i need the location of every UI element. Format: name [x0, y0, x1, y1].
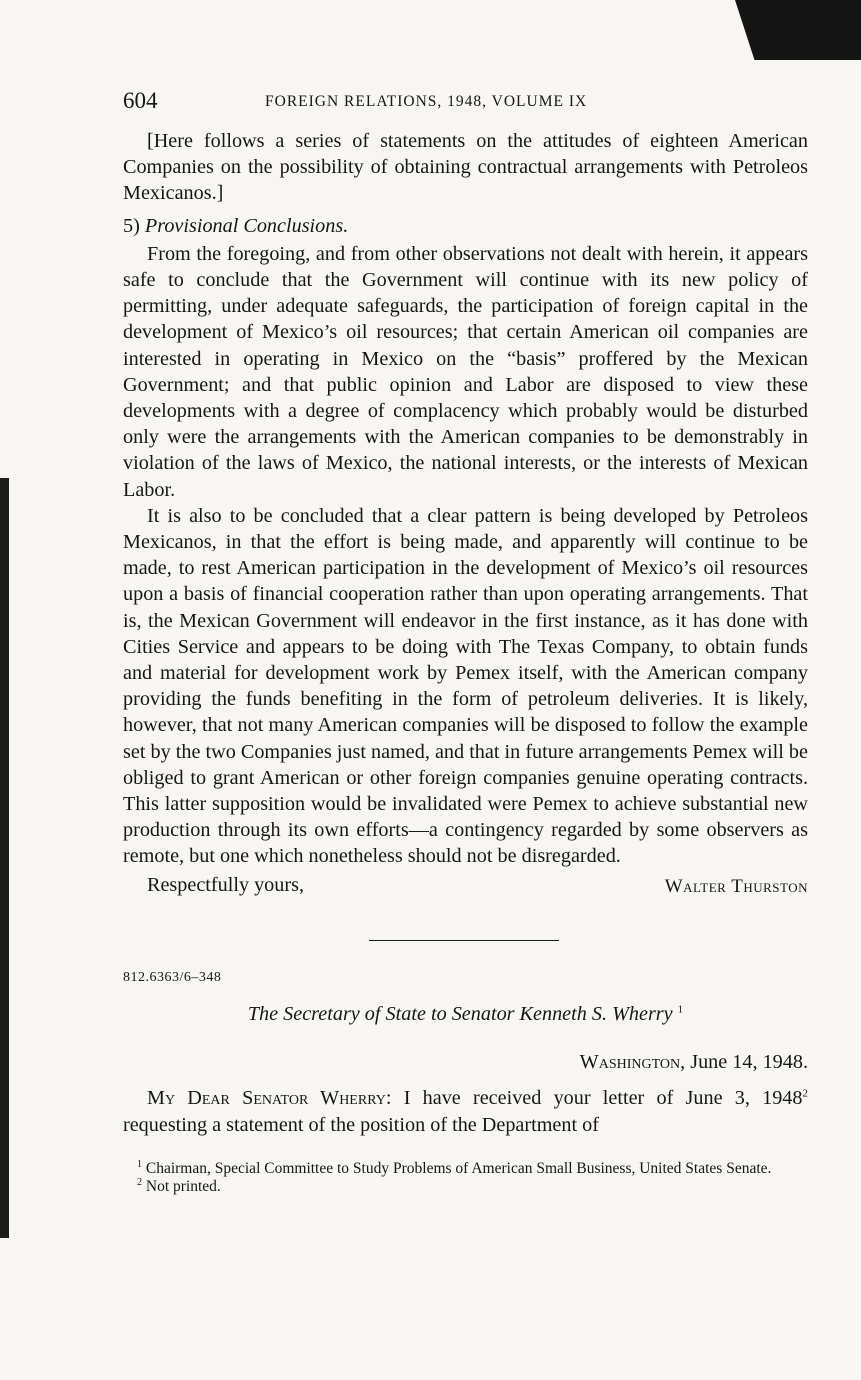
footnote-1-text: Chairman, Special Committee to Study Problems of American Small Business, United States Senate.: [145, 1159, 772, 1177]
section-number: 5): [123, 214, 140, 237]
footnote-2-text: Not printed.: [145, 1177, 221, 1195]
footnote-ref-1: 1: [677, 1003, 684, 1016]
paragraph-1: From the foregoing, and from other observations not dealt with herein, it appears safe to conclude that the Government will continue with its new policy of permitting, under adequate safeguards, the participation of foreign capital in the development of Mexico’s oil resources; that certain American oil companies are interested in operating in Mexico on the “basis” proffered by the Mexican Government; and that public opinion and Labor are disposed to view these developments with a degree of complacency which probably would be disturbed only were the arrangements with the American companies to be demonstrably in violation of the laws of Mexico, the national interests, or the interests of Mexican Labor.: [123, 242, 808, 501]
page-number: 604: [123, 88, 158, 113]
letter-body-part1: : I have received your letter of June 3, 1948: [385, 1087, 803, 1110]
closing-salutation: Respectfully yours,: [147, 873, 304, 896]
document-title: [123, 1001, 808, 1027]
footnote-1-marker: 1: [137, 1158, 142, 1170]
letter-closing: [123, 874, 808, 902]
footnote-ref-2: 2: [802, 1087, 808, 1100]
footnote-2-marker: 2: [137, 1176, 142, 1188]
running-title: FOREIGN RELATIONS, 1948, VOLUME IX: [265, 93, 588, 110]
section-title: Provisional Conclusions.: [144, 214, 349, 237]
section-divider: [369, 940, 559, 941]
footnote-2: [123, 1178, 808, 1196]
dateline: [123, 1049, 808, 1075]
letter-opening: [123, 1085, 808, 1137]
dateline-place: Washington: [579, 1051, 681, 1074]
paragraph-2: It is also to be concluded that a clear pattern is being developed by Petroleos Mexicanos, in that the effort is being made, and apparently will continue to be made, to rest American participation in the development of Mexico’s oil resources upon a basis of financial cooperation rather than upon operating arrangements. That is, the Mexican Government will endeavor in the first instance, as it has done with Cities Service and appears to be doing with The Texas Company, to obtain funds and material for development work by Pemex itself, with the American company providing the funds benefiting in the form of petroleum deliveries. It is likely, however, that not many American companies will be disposed to follow the example set by the two Companies just named, and that in future arrangements Pemex will be obliged to grant American or other foreign companies genuine operating contracts. This latter supposition would be invalidated were Pemex to achieve substantial new production through its own efforts—a contingency regarded by some observers as remote, but one which nonetheless should not be disregarded.: [123, 504, 808, 868]
file-number: 812.6363/6–348: [123, 969, 222, 985]
footnotes: [123, 1160, 808, 1196]
document-title-text: The Secretary of State to Senator Kenneth S. Wherry: [247, 1002, 673, 1025]
letter-greeting: My Dear Senator Wherry: [147, 1087, 386, 1110]
section-heading: [123, 213, 808, 239]
page: [123, 88, 808, 1196]
editorial-note: [Here follows a series of statements on the attitudes of eighteen American Companies on the possibility of obtaining contractual arrangements with Petroleos Mexicanos.]: [123, 130, 808, 205]
dateline-date: , June 14, 1948.: [680, 1051, 808, 1074]
page-header: [123, 88, 808, 128]
footnote-1: [123, 1160, 808, 1178]
scan-corner-shadow: [735, 0, 861, 60]
letter-body-part2: requesting a statement of the position of the Department of: [123, 1113, 599, 1136]
scan-edge-shadow: [0, 478, 9, 1238]
signature: Walter Thurston: [664, 875, 808, 897]
